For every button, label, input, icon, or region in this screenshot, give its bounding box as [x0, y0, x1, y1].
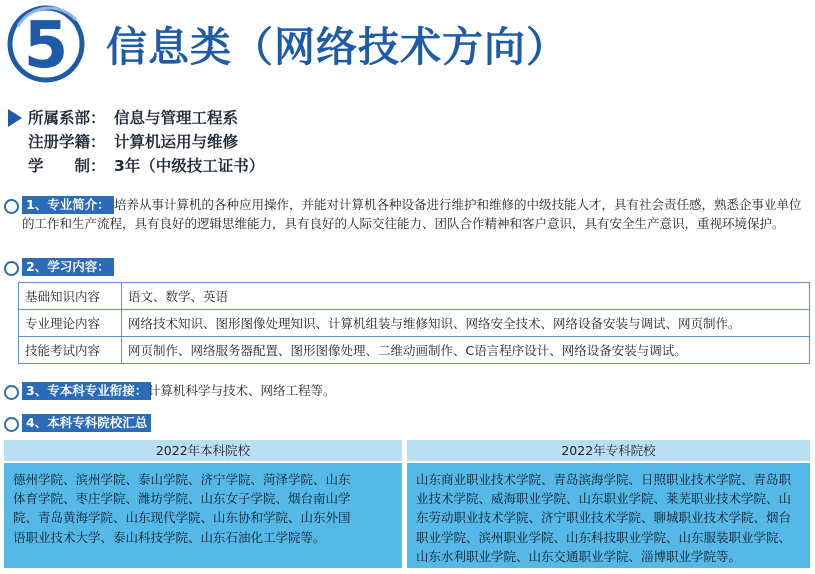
school-line: 院、青岛黄海学院、山东现代学院、山东协和学院、山东外国 — [13, 510, 351, 526]
table-cell-head: 专业理论内容 — [19, 310, 122, 337]
school-line: 语职业技术大学、泰山科技学院、山东石油化工学院等。 — [13, 529, 326, 545]
circle-bullet-icon — [4, 417, 19, 432]
school-line: 体育学院、枣庄学院、潍坊学院、山东女子学院、烟台南山学 — [13, 491, 351, 507]
section-1-tag: 1、专业简介： — [22, 196, 114, 214]
number-five-badge — [6, 4, 92, 84]
section-2-tag: 2、学习内容： — [22, 258, 114, 276]
school-line: 山东商业职业技术学院、青岛滨海学院、日照职业技术学院、青岛职 — [416, 472, 792, 487]
undergrad-schools-column — [4, 440, 402, 568]
schools-summary — [4, 440, 810, 568]
page-title: 信息类（网络技术方向） — [106, 23, 568, 71]
school-line: 东劳动职业技术学院、济宁职业技术学院、聊城职业技术学院、烟台 — [416, 510, 792, 526]
table-row — [19, 337, 810, 364]
table-cell-content: 网络技术知识、图形图像处理知识、计算机组装与维修知识、网络安全技术、网络设备安装与调试、网页制作。 — [122, 310, 810, 337]
triangle-arrow-icon — [8, 109, 22, 127]
section-3-tag: 3、专本科专业衔接： — [22, 382, 151, 400]
section-1-text: 培养从事计算机的各种应用操作，并能对计算机各种设备进行维护和维修的中级技能人才，具有社会责任感，熟悉企事业单位的工作和生产流程，具有良好的逻辑思维能力，具有良好的人际交往能力、团队合作精神和客户意识，具有安全生产意识，重视环境保护。 — [22, 197, 802, 231]
college-schools-list — [407, 463, 810, 568]
table-cell-head: 基础知识内容 — [19, 283, 122, 310]
school-line: 德州学院、滨州学院、泰山学院、济宁学院、菏泽学院、山东 — [13, 472, 351, 487]
page-header — [6, 4, 806, 84]
school-line: 职业学院、滨州职业学院、山东科技职业学院、山东服装职业学院、 — [416, 529, 792, 545]
info-row-department: 所属系部： 信息与管理工程系 — [28, 109, 239, 127]
college-schools-column — [407, 440, 810, 568]
table-cell-head: 技能考试内容 — [19, 337, 122, 364]
table-row — [19, 283, 810, 310]
undergrad-schools-list — [4, 463, 402, 568]
section-3-text: 计算机科学与技术、网络工程等。 — [148, 383, 336, 398]
table-row — [19, 310, 810, 337]
circle-bullet-icon — [4, 385, 19, 400]
school-line: 山东水利职业学院、山东交通职业学院、淄博职业学院等。 — [416, 548, 742, 564]
school-line: 业技术学院、威海职业学院、山东职业学院、莱芜职业技术学院、山 — [416, 491, 792, 507]
section-number: 5 — [23, 9, 69, 83]
college-schools-header: 2022年专科院校 — [407, 440, 810, 461]
learning-content-table — [18, 282, 810, 364]
info-row-duration: 学 制： 3年（中级技工证书） — [28, 157, 265, 175]
circle-bullet-icon — [4, 199, 19, 214]
table-cell-content: 网页制作、网络服务器配置、图形图像处理、二维动画制作、C语言程序设计、网络设备安装与调试。 — [122, 337, 810, 364]
circle-bullet-icon — [4, 261, 19, 276]
table-cell-content: 语文、数学、英语 — [122, 283, 810, 310]
undergrad-schools-header: 2022年本科院校 — [4, 440, 402, 461]
info-row-registration: 注册学籍： 计算机运用与维修 — [28, 133, 239, 151]
section-4-tag: 4、本科专科院校汇总 — [22, 414, 151, 432]
